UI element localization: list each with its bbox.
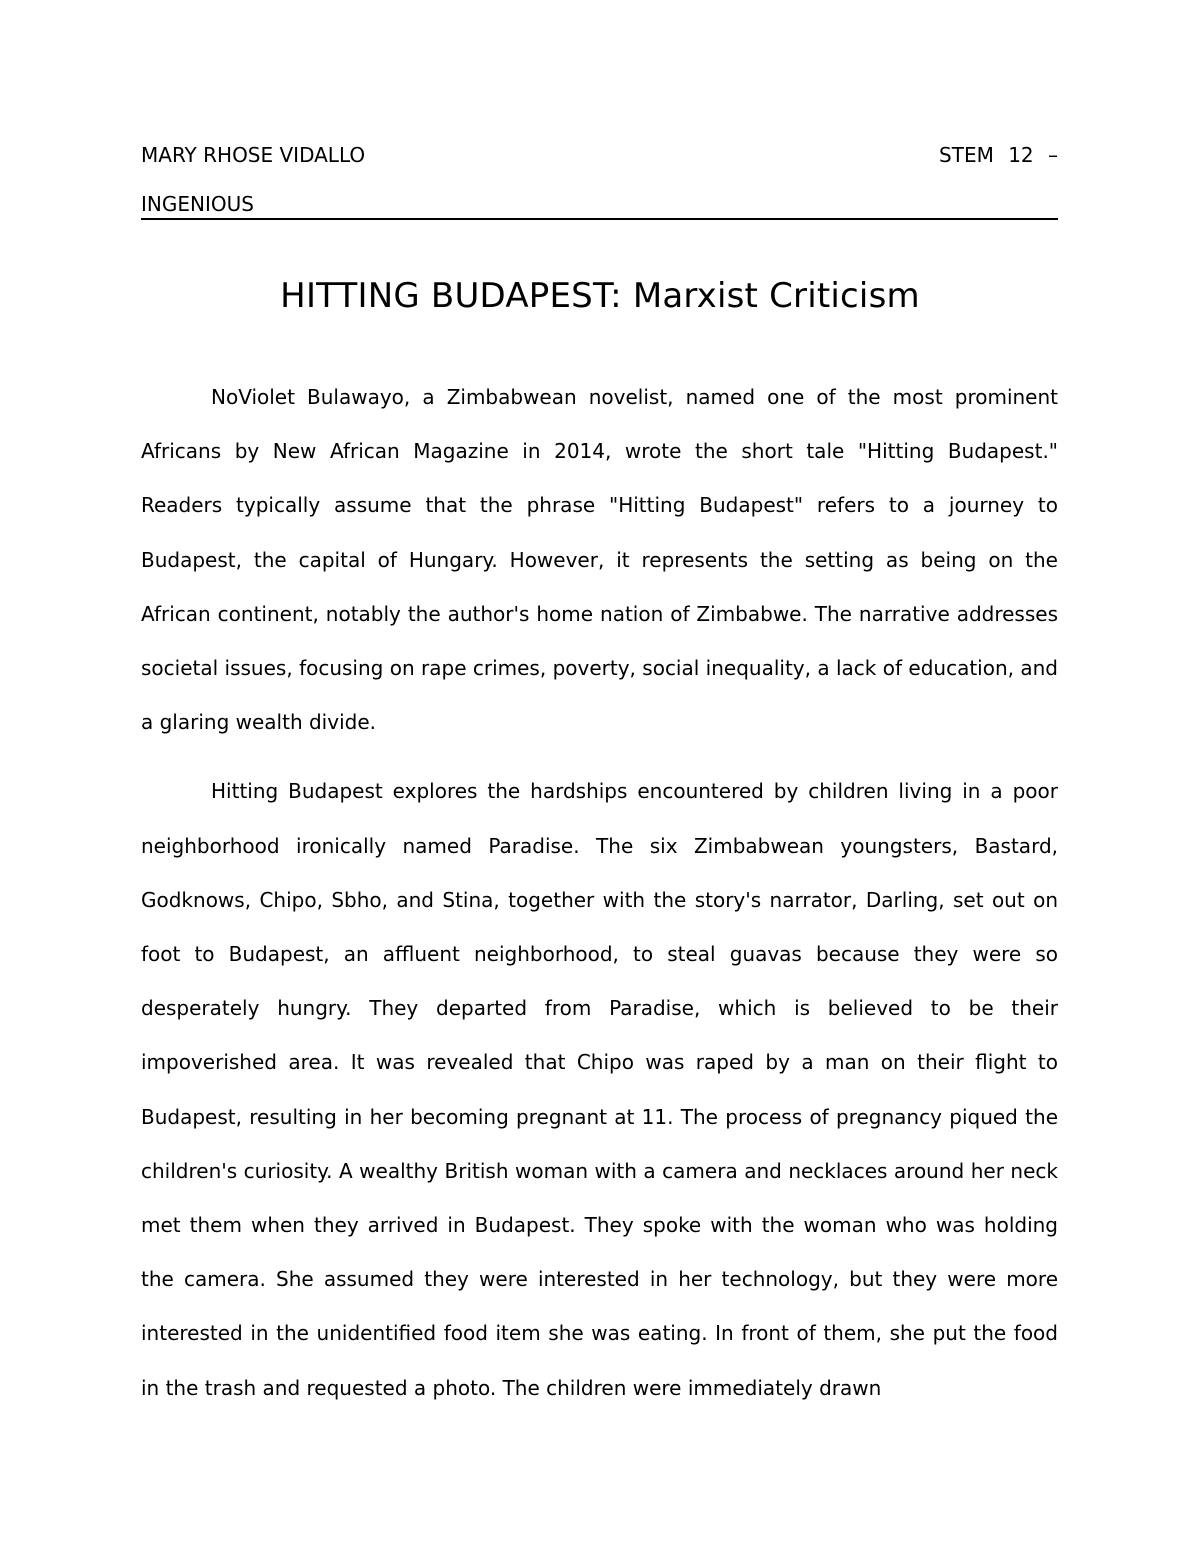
document-header <box>141 138 1058 220</box>
document-title: HITTING BUDAPEST: Marxist Criticism <box>280 276 920 316</box>
document-body <box>141 370 1058 1415</box>
paragraph-2: Hitting Budapest explores the hardships encountered by children living in a poor neighborhood ironically named Paradise. The six Zimbabwean youngsters, Bastard, Godknows, Chipo, Sbho, and Stina, together with the story's narrator, Darling, set out on foot to Budapest, an affluent neighborhood, to steal guavas because they were so desperately hungry. They departed from Paradise, which is believed to be their impoverished area. It was revealed that Chipo was raped by a man on their flight to Budapest, resulting in her becoming pregnant at 11. The process of pregnancy piqued the children's curiosity. A wealthy British woman with a camera and necklaces around her neck met them when they arrived in Budapest. They spoke with the woman who was holding the camera. She assumed they were interested in her technology, but they were more interested in the unidentified food item she was eating. In front of them, she put the food in the trash and requested a photo. The children were immediately drawn <box>141 779 1058 1400</box>
section-name: INGENIOUS <box>141 192 1058 220</box>
section-prefix: STEM 12 – <box>939 143 1058 167</box>
header-top-line <box>141 138 1058 172</box>
paragraph-1: NoViolet Bulawayo, a Zimbabwean novelist, named one of the most prominent Africans by New African Magazine in 2014, wrote the short tale "Hitting Budapest." Readers typically assume that the phrase "Hitting Budapest" refers to a journey to Budapest, the capital of Hungary. However, it represents the setting as being on the African continent, notably the author's home nation of Zimbabwe. The narrative addresses societal issues, focusing on rape crimes, poverty, social inequality, a lack of education, and a glaring wealth divide. <box>141 385 1058 735</box>
author-name: MARY RHOSE VIDALLO <box>141 143 366 167</box>
